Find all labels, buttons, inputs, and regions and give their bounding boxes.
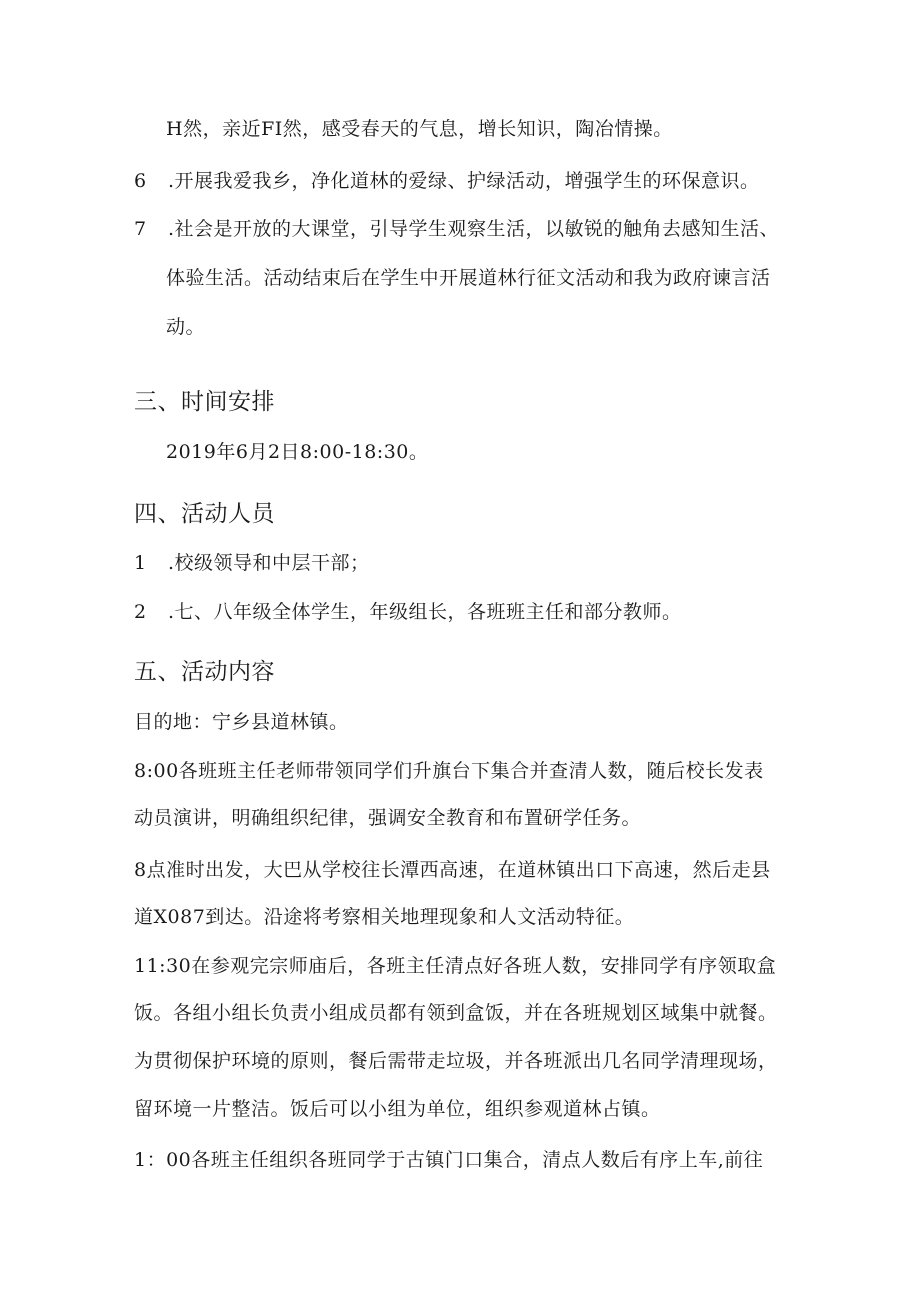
section-5-p3-line-3: 为贯彻保护环境的原则，餐后需带走垃圾，并各班派出几名同学清理现场， bbox=[134, 1050, 778, 1072]
section-5-p2-line-1: 8点准时出发，大巴从学校往长潭西高速，在道林镇出口下高速，然后走县 bbox=[134, 859, 771, 881]
item-5-continuation: H然，亲近FI然，感受春天的气息，增长知识，陶冶情操。 bbox=[166, 118, 673, 140]
section-4-item-2 bbox=[134, 600, 682, 624]
section-3-time: 2019年6月2日8:00-18:30。 bbox=[166, 441, 429, 463]
section-5-p1-line-2: 动员演讲，明确组织纪律，强调安全教育和布置研学任务。 bbox=[134, 807, 642, 829]
section-4-item-1 bbox=[134, 551, 370, 575]
list-item-7-line-3: 动。 bbox=[166, 316, 206, 338]
section-4-heading: 四、活动人员 bbox=[134, 501, 275, 527]
section-3-heading: 三、时间安排 bbox=[134, 389, 275, 415]
list-item-7-line-2: 体验生活。活动结束后在学生中开展道林行征文活动和我为政府谏言活 bbox=[166, 267, 771, 289]
section-4-item-2-text: .七、八年级全体学生，年级组长，各班班主任和部分教师。 bbox=[168, 601, 682, 623]
section-5-p2-line-2: 道X087到达。沿途将考察相关地理现象和人文活动特征。 bbox=[134, 906, 635, 928]
section-4-item-1-number: 1 bbox=[134, 552, 147, 574]
section-5-p3-line-2: 饭。各组小组长负责小组成员都有领到盒饭，并在各班规划区域集中就餐。 bbox=[134, 1002, 778, 1024]
list-item-7-text-1: .社会是开放的大课堂，引导学生观察生活，以敏锐的触角去感知生活、 bbox=[168, 218, 780, 240]
section-4-item-1-text: .校级领导和中层干部； bbox=[168, 552, 370, 574]
list-item-7-line-1 bbox=[134, 217, 779, 241]
section-5-p1-line-1: 8:00各班班主任老师带领同学们升旗台下集合并查清人数，随后校长发表 bbox=[134, 760, 764, 782]
list-item-6-number: 6 bbox=[134, 170, 147, 192]
section-5-p4-line-1: 1：00各班主任组织各班同学于古镇门口集合，清点人数后有序上车,前往 bbox=[134, 1149, 764, 1171]
section-5-heading: 五、活动内容 bbox=[134, 659, 275, 685]
list-item-6 bbox=[134, 169, 760, 193]
list-item-6-text: .开展我爱我乡，净化道林的爱绿、护绿活动，增强学生的环保意识。 bbox=[168, 170, 760, 192]
section-5-destination: 目的地：宁乡县道林镇。 bbox=[134, 711, 349, 733]
section-4-item-2-number: 2 bbox=[134, 601, 147, 623]
section-5-p3-line-4: 留环境一片整洁。饭后可以小组为单位，组织参观道林占镇。 bbox=[134, 1098, 661, 1120]
section-5-p3-line-1: 11:30在参观完宗师庙后，各班主任清点好各班人数，安排同学有序领取盒 bbox=[134, 955, 777, 977]
list-item-7-number: 7 bbox=[134, 218, 147, 240]
